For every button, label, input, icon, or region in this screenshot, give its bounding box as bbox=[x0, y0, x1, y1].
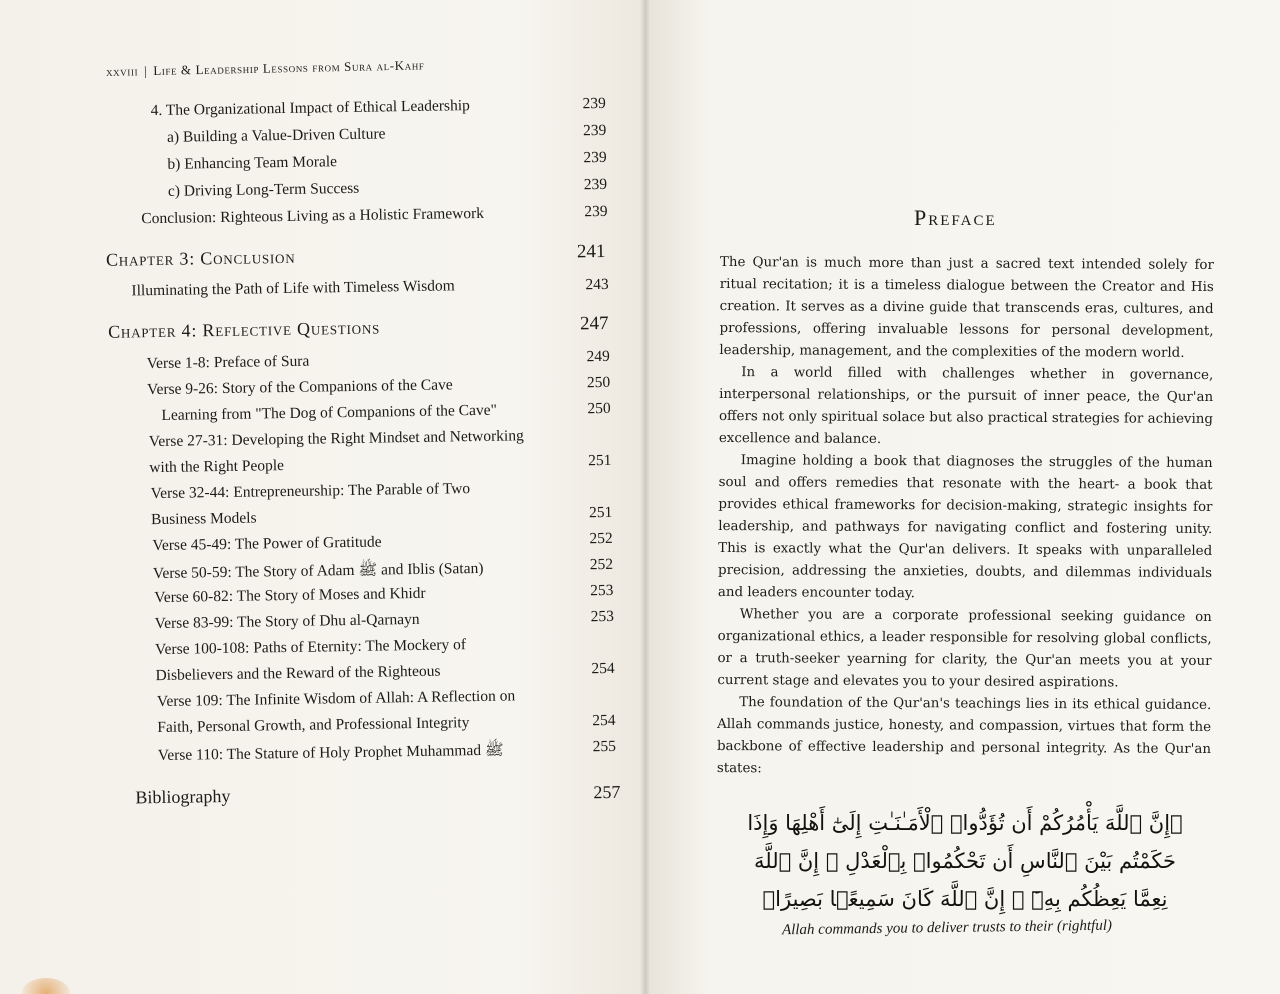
toc-entry-label: Verse 83-99: The Story of Dhu al-Qarnayn bbox=[154, 610, 420, 633]
toc-entry-page: 239 bbox=[582, 121, 607, 140]
chapter-page: 247 bbox=[579, 312, 609, 335]
chapter-heading: Chapter 4: Reflective Questions bbox=[107, 317, 381, 342]
toc-entry-label: Verse 110: The Stature of Holy Prophet Muhammad ﷺ bbox=[157, 741, 504, 765]
preface-paragraph: In a world filled with challenges whether in governance, interpersonal relationships, or the pursuit of inner peace, the Qur'an offers not only spiritual solace but also practical strategies for achieving excellence and balance. bbox=[718, 365, 1214, 447]
toc-entry-label: 4. The Organizational Impact of Ethical Leadership bbox=[150, 97, 470, 120]
toc-entry-page: 252 bbox=[589, 529, 613, 548]
toc-entry-label: Faith, Personal Growth, and Professional Integrity bbox=[157, 714, 470, 737]
bibliography-page: 257 bbox=[593, 781, 621, 803]
preface-paragraph: Imagine holding a book that diagnoses the struggles of the human soul and offers remedies that resonate with the heart- a book that provides ethical frameworks for decision-making, strategic insights for leadership, and pathways for navigating conflict and fostering unity. This is exactly what the Qur'an delivers. It speaks with unparalleled precision, addressing the anxieties, doubts, and dilemmas individuals and leaders encounter today. bbox=[717, 453, 1213, 602]
toc-entry-label: c) Driving Long-Term Success bbox=[167, 179, 360, 200]
quran-verse-arabic: ﴿إِنَّ ٱللَّهَ يَأْمُرُكُمْ أَن تُؤَدُّوا۟ ٱلْأَمَـٰنَـٰتِ إِلَىٰٓ أَهْلِهَا وَإِذَا حَكَمْتُم بَيْنَ ٱلنَّاسِ أَن تَحْكُمُوا۟ بِٱلْعَدْلِ ۚ إِنَّ ٱللَّهَ نِعِمَّا يَعِظُكُم بِهِۦٓ ۗ إِنَّ ٱللَّهَ كَانَ سَمِيعًۢا بَصِيرًا﴾ bbox=[747, 811, 1183, 911]
chapter-heading: Chapter 3: Conclusion bbox=[105, 246, 296, 270]
preface-body bbox=[717, 252, 1214, 783]
verse-translation: Allah commands you to deliver trusts to their (rightful) bbox=[781, 917, 1113, 939]
toc-entry-page: 254 bbox=[591, 659, 615, 678]
preface-title: Preface bbox=[914, 205, 997, 230]
toc-entry-page: 243 bbox=[585, 275, 609, 294]
toc-entry-page: 239 bbox=[584, 202, 608, 221]
toc-entry-label: Learning from "The Dog of Companions of the Cave" bbox=[161, 401, 498, 424]
toc-entry-label: Verse 45-49: The Power of Gratitude bbox=[152, 533, 382, 555]
book-title: Life & Leadership Lessons from Sura al-Kahf bbox=[153, 57, 425, 79]
toc-entry-page: 249 bbox=[586, 347, 610, 366]
page-folio: xxviii bbox=[105, 63, 139, 79]
toc-entry-label: Verse 50-59: The Story of Adam ﷺ and Iblis (Satan) bbox=[152, 559, 484, 583]
toc-entry-label: b) Enhancing Team Morale bbox=[167, 153, 338, 173]
toc-entry-label: Verse 32-44: Entrepreneurship: The Parable of Two bbox=[150, 480, 471, 503]
toc-entry-page: 253 bbox=[590, 607, 615, 626]
toc-entry-label: Verse 60-82: The Story of Moses and Khidr bbox=[154, 584, 426, 607]
toc-entry-page: 252 bbox=[589, 555, 614, 574]
toc-entry-page: 255 bbox=[592, 737, 617, 756]
toc-entry-page: 251 bbox=[588, 451, 612, 470]
toc-entry-label: Business Models bbox=[150, 509, 257, 529]
preface-paragraph: Whether you are a corporate professional seeking guidance on organizational ethics, a leader responsible for resolving global conflicts, or a truth-seeker yearning for clarity, the Qur'an meets you at your current stage and elevates you to your desired aspirations. bbox=[717, 607, 1212, 691]
toc-entry-label: Verse 100-108: Paths of Eternity: The Mockery of bbox=[154, 636, 467, 659]
preface-paragraph: The Qur'an is much more than just a sacred text intended solely for ritual recitation; it is a timeless dialogue between the Creator and His creation. It serves as a divine guide that transcends eras, cultures, and professions, offering invaluable lessons for personal development, leadership, management, and the complexities of the modern world. bbox=[719, 254, 1214, 361]
toc-entry-label: Verse 109: The Infinite Wisdom of Allah: A Reflection on bbox=[156, 687, 516, 711]
toc-entry-label: Verse 27-31: Developing the Right Mindset and Networking bbox=[148, 427, 524, 451]
toc-entry-label: with the Right People bbox=[149, 457, 285, 477]
preface-paragraph: The foundation of the Qur'an's teachings lies in its ethical guidance. Allah commands justice, honesty, and compassion, virtues that form the backbone of effective leadership and personal integrity. As the Qur'an states: bbox=[716, 695, 1212, 777]
toc-entry-page: 239 bbox=[583, 148, 607, 167]
toc-entry-label: a) Building a Value-Driven Culture bbox=[166, 125, 386, 146]
toc-entry-label: Verse 9-26: Story of the Companions of the Cave bbox=[146, 376, 453, 399]
toc-entry-label: Disbelievers and the Reward of the Righteous bbox=[155, 662, 441, 685]
chapter-page: 241 bbox=[576, 240, 606, 263]
bibliography-entry: Bibliography bbox=[135, 785, 231, 808]
toc-entry-label: Illuminating the Path of Life with Timeless Wisdom bbox=[131, 277, 455, 300]
toc-entry-page: 239 bbox=[582, 94, 606, 113]
toc-entry-label: Verse 1-8: Preface of Sura bbox=[146, 352, 310, 373]
toc-entry-page: 239 bbox=[583, 175, 608, 194]
toc-entry-page: 251 bbox=[588, 503, 613, 522]
toc-entry-page: 250 bbox=[587, 399, 611, 418]
toc-entry-page: 250 bbox=[586, 373, 611, 392]
toc-entry-label: Conclusion: Righteous Living as a Holistic Framework bbox=[141, 204, 485, 228]
toc-entry-page: 253 bbox=[590, 581, 614, 600]
header-separator: | bbox=[143, 63, 148, 79]
toc-entry-page: 254 bbox=[592, 711, 616, 730]
